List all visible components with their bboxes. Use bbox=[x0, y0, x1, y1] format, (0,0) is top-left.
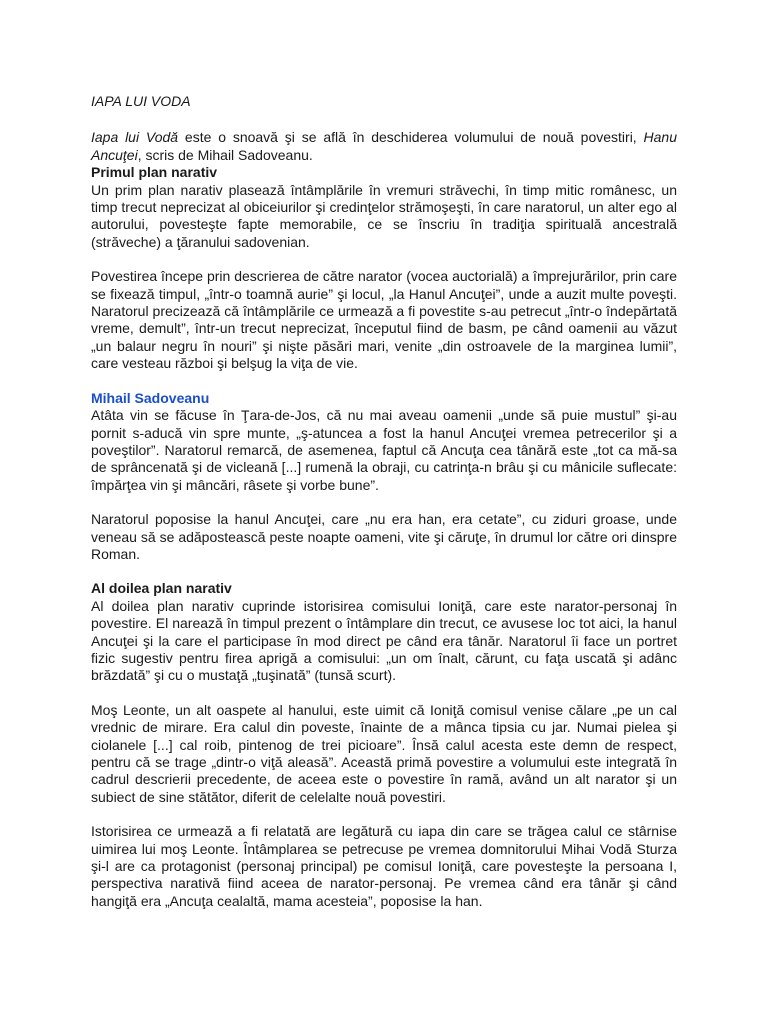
volume-title: Hanu Ancuţei bbox=[91, 129, 677, 163]
document-title: IAPA LUI VODA bbox=[91, 93, 191, 109]
paragraph-2: Povestirea începe prin descrierea de către narator (vocea auctorială) a împrejurărilor, prin care se fixează timpul, „într-o toamnă aurie” şi locul, „la Hanul Ancuţei”, unde a auzit multe poveşti. Naratorul precizează că întâmplările ce urmează a fi povestite s-au petrecut „într-o îndepărtată vreme, demult”, într-un trecut neprecizat, începutul fiind de basm, pe când oamenii au văzut „un balaur negru în nouri” şi nişte păsări mari, venite „din ostroavele de la marginea lumii”, care vesteau război şi belşug la viţa de vie. bbox=[91, 268, 677, 372]
intro-text-b: , scris de Mihail Sadoveanu. bbox=[137, 146, 313, 163]
work-title: Iapa lui Vodă bbox=[91, 129, 179, 146]
paragraph-6: Moş Leonte, un alt oaspete al hanului, este uimit că Ioniţă comisul venise călare „pe un cal vrednic de mirare. Era calul din poveste, înainte de a mânca tipsia cu jar. Numai pielea şi ciolanele [...] cal roib, pintenog de trei picioare”. Însă calul acesta este demn de respect, pentru că se trage „dintr-o viţă aleasă”. Această primă povestire a volumului este integrată în cadrul descrierii precedente, de aceea este o povestire în ramă, având un alt narator şi un subiect de sine stătător, diferit de celelalte nouă povestiri. bbox=[91, 701, 677, 805]
intro-text-a: este o snoavă şi se află în deschiderea volumului de nouă povestiri, bbox=[178, 129, 644, 146]
paragraph-3: Atâta vin se făcuse în Ţara-de-Jos, că nu mai aveau oamenii „unde să puie mustul” şi-au pornit s-aducă vin spre munte, „ş-atuncea a fost la hanul Ancuţei vremea petrecerilor şi a poveştilor”. Naratorul remarcă, de asemenea, faptul că Ancuţa cea tânără este „tot ca mă-sa de sprâncenată şi de vicleană [...] rumenă la obraji, cu catrinţa-n brâu şi cu mânicile suflecate: împărţea vin şi mâncări, râsete şi vorbe bune”. bbox=[91, 407, 677, 493]
section-heading-second-plan: Al doilea plan narativ bbox=[91, 580, 232, 597]
paragraph-7: Istorisirea ce urmează a fi relatată are legătură cu iapa din care se trăgea calul ce stârnise uimirea lui moş Leonte. Întâmplarea se petrecuse pe vremea domnitorului Mihai Vodă Sturza şi-l are ca protagonist (personaj principal) pe comisul Ioniţă, care povesteşte la persoana I, perspectiva narativă fiind aceea de narator-personaj. Pe vremea când era tânăr şi când hangiţă era „Ancuţa cealaltă, mama acesteia”, poposise la han. bbox=[91, 823, 677, 909]
paragraph-1: Un prim plan narativ plasează întâmplările în vremuri străvechi, în timp mitic românesc, un timp trecut neprecizat al obiceiurilor şi credinţelor strămoşeşti, în care naratorul, un alter ego al autorului, povesteşte fapte memorabile, ce se înscriu în tradiţia spirituală ancestrală (străveche) a ţăranului sadovenian. bbox=[91, 181, 677, 250]
author-link-heading[interactable]: Mihail Sadoveanu bbox=[91, 389, 210, 406]
document-page bbox=[91, 93, 677, 910]
paragraph-4: Naratorul poposise la hanul Ancuţei, care „nu era han, era cetate”, cu ziduri groase, unde veneau să se adăpostească peste noapte oameni, vite şi căruţe, în drumul lor către ori dinspre Roman. bbox=[91, 511, 677, 562]
paragraph-5: Al doilea plan narativ cuprinde istorisirea comisului Ioniţă, care este narator-personaj în povestire. El narează în timpul prezent o întâmplare din trecut, ce avusese loc tot aici, la hanul Ancuţei şi la care el participase în mod direct pe când era tânăr. Naratorul îi face un portret fizic sugestiv pentru firea aprigă a comisului: „un om înalt, cărunt, cu faţa uscată şi adânc brăzdată” şi cu o mustaţă „tuşinată” (tunsă scurt). bbox=[91, 597, 677, 684]
section-heading-first-plan: Primul plan narativ bbox=[91, 164, 218, 181]
intro-paragraph bbox=[91, 129, 677, 164]
